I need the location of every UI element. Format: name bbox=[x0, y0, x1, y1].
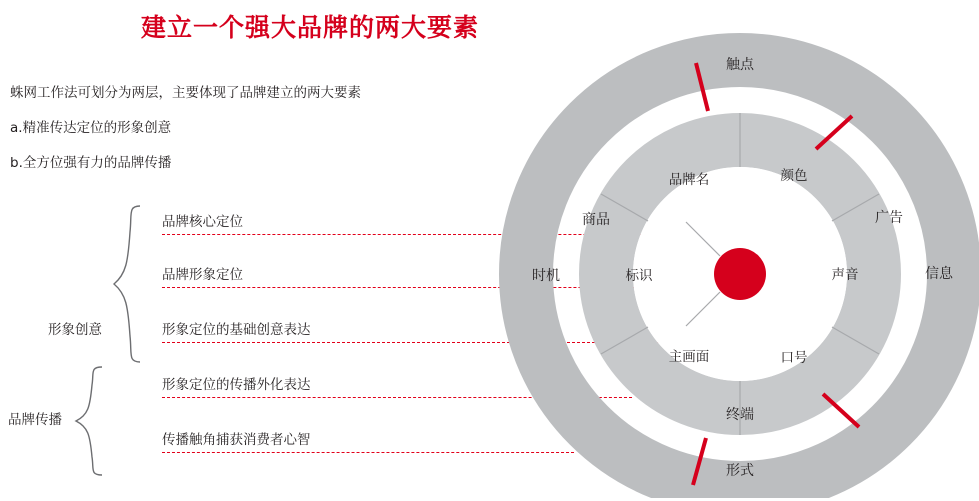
wheel-label-middle-2: 颜色 bbox=[780, 168, 808, 184]
brace-lower-icon bbox=[72, 365, 106, 477]
wheel-label-outer-2: 广告 bbox=[875, 210, 903, 226]
wheel-label-outer-4: 终端 bbox=[726, 407, 754, 423]
page-title: 建立一个强大品牌的两大要素 bbox=[140, 13, 479, 42]
center-core-dot bbox=[714, 248, 766, 300]
intro-line-2: a.精准传达定位的形象创意 bbox=[10, 119, 172, 136]
brand-wheel-diagram bbox=[496, 8, 979, 498]
wheel-label-outer-3: 信息 bbox=[925, 266, 953, 282]
wheel-label-outer-5: 形式 bbox=[726, 463, 754, 479]
intro-text-block bbox=[10, 86, 361, 191]
wheel-label-middle-3: 声音 bbox=[831, 267, 859, 283]
outline-item-5: 传播触角捕获消费者心智 bbox=[162, 432, 311, 448]
brace-upper-icon bbox=[110, 204, 144, 364]
intro-line-1: 蛛网工作法可划分为两层，主要体现了品牌建立的两大要素 bbox=[10, 85, 361, 101]
group-label-brand-communication: 品牌传播 bbox=[8, 412, 62, 428]
wheel-label-outer-7: 时机 bbox=[532, 268, 560, 284]
outline-item-1: 品牌核心定位 bbox=[162, 214, 243, 230]
intro-line-3: b.全方位强有力的品牌传播 bbox=[10, 154, 172, 171]
outline-item-4: 形象定位的传播外化表达 bbox=[162, 377, 311, 393]
group-label-image-creative: 形象创意 bbox=[48, 322, 102, 338]
wheel-label-middle-4: 口号 bbox=[780, 350, 808, 366]
outline-item-2: 品牌形象定位 bbox=[162, 267, 243, 283]
wheel-label-outer-6: 商品 bbox=[582, 212, 610, 228]
outline-item-3: 形象定位的基础创意表达 bbox=[162, 322, 311, 338]
wheel-graphic bbox=[496, 8, 979, 498]
wheel-label-middle-6: 标识 bbox=[625, 268, 653, 284]
wheel-label-middle-5: 主画面 bbox=[668, 349, 710, 365]
wheel-label-middle-1: 品牌名 bbox=[668, 172, 710, 188]
wheel-label-outer-1: 触点 bbox=[726, 57, 754, 73]
